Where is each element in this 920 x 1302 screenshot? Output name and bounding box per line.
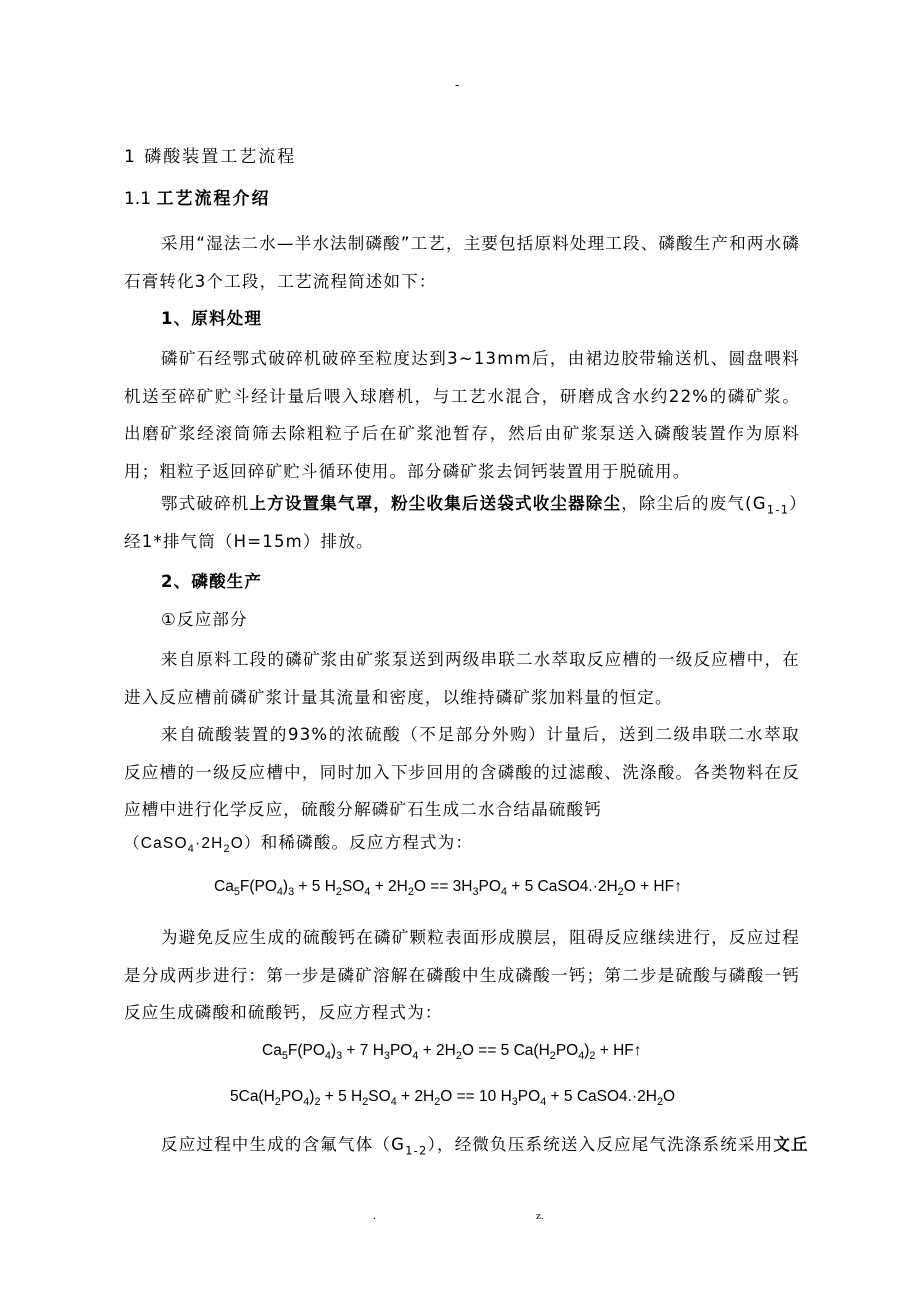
text-run: 反应过程中生成的含氟气体（G	[161, 1135, 406, 1154]
last-paragraph	[161, 1131, 809, 1157]
equation-1	[214, 878, 682, 898]
caso4-formula: $(CaSO_4\cdot 2H_2O)$	[124, 835, 261, 856]
header-mark: -	[455, 78, 460, 92]
text-run: ）	[789, 494, 807, 513]
footer-left-mark: .	[373, 1210, 376, 1222]
part1-paragraph-2-line1	[161, 490, 807, 516]
section-heading	[124, 184, 270, 209]
text-run: ），经微负压系统送入反应尾气洗涤系统采用	[427, 1135, 774, 1154]
text-run: 鄂式破碎机	[161, 494, 250, 513]
section-title: 工艺流程介绍	[156, 189, 271, 209]
reaction-subheading: ①反应部分	[161, 610, 248, 629]
part1-paragraph-1: 磷矿石经鄂式破碎机破碎至粒度达到3~13mm后，由裙边胶带输送机、圆盘喂料机送至碎矿贮斗经计量后喂入球磨机，与工艺水混合，研磨成含水约22%的磷矿浆。出磨矿浆经滚筒筛去除粗粒子后在矿浆池暂存，然后由矿浆泵送入磷酸装置作为原料用；粗粒子返回碎矿贮斗循环使用。部分磷矿浆去饲钙装置用于脱硫用。	[124, 349, 800, 481]
subscript: 1-1	[766, 502, 790, 517]
section-number: 1.1	[124, 189, 152, 209]
part2-paragraph-1: 来自原料工段的磷矿浆由矿浆泵送到两级串联二水萃取反应槽的一级反应槽中，在进入反应槽前磷矿浆计量其流量和密度，以维持磷矿浆加料量的恒定。	[124, 650, 800, 707]
emphasis: 文丘	[773, 1135, 809, 1154]
text-run: ，除尘后的废气(G	[621, 494, 767, 513]
part2-paragraph-2: 来自硫酸装置的93%的浓硫酸（不足部分外购）计量后，送到二级串联二水萃取反应槽的一级反应槽中，同时加入下步回用的含磷酸的过滤酸、洗涤酸。各类物料在反应槽中进行化学反应，硫酸分解磷矿石生成二水合结晶硫酸钙	[124, 725, 800, 819]
equation-2	[262, 1042, 642, 1062]
page-title: 1 磷酸装置工艺流程	[124, 147, 297, 167]
part1-heading: 1、原料处理	[161, 309, 263, 328]
emphasis: 上方设置集气罩，粉尘收集后送袋式收尘器除尘	[249, 494, 622, 513]
intro-paragraph: 采用“湿法二水—半水法制磷酸”工艺，主要包括原料处理工段、磷酸生产和两水磷石膏转化3个工段，工艺流程简述如下：	[124, 234, 800, 291]
equation-3	[230, 1088, 675, 1108]
equation-2-text: $Ca_5F(PO_4)_3 + 7$ $H_3PO_4 + 2H_2O == 5$ $Ca(H_2PO_4)_2$ + HF↑	[262, 1042, 642, 1063]
part1-paragraph-2-line2: 经1*排气筒（H=15m）排放。	[124, 532, 374, 551]
part2-heading: 2、磷酸生产	[161, 572, 263, 591]
text-run: 和稀磷酸。反应方程式为：	[260, 833, 474, 852]
part2-paragraph-2-last-line	[124, 829, 473, 855]
subscript: 1-2	[405, 1143, 428, 1158]
equation-3-text: $5Ca(H_2PO_4)_2 + 5$ $H_2SO_4 + 2H_2O == 10$ $H_3PO_4 + 5$ $CaSO4.\cdot 2H_2O$	[230, 1088, 676, 1109]
equation-1-text: $Ca_5F(PO_4)_3 + 5$ $H_2SO_4 + 2H_2O == 3H_3PO_4 + 5$ $CaSO4.\cdot 2H_2O$ + HF↑	[214, 878, 682, 899]
footer-right-mark: z.	[536, 1210, 544, 1222]
part2-paragraph-3: 为避免反应生成的硫酸钙在磷矿颗粒表面形成膜层，阻碍反应继续进行，反应过程是分成两步进行：第一步是磷矿溶解在磷酸中生成磷酸一钙；第二步是硫酸与磷酸一钙反应生成磷酸和硫酸钙，反应方程式为：	[124, 928, 800, 1022]
